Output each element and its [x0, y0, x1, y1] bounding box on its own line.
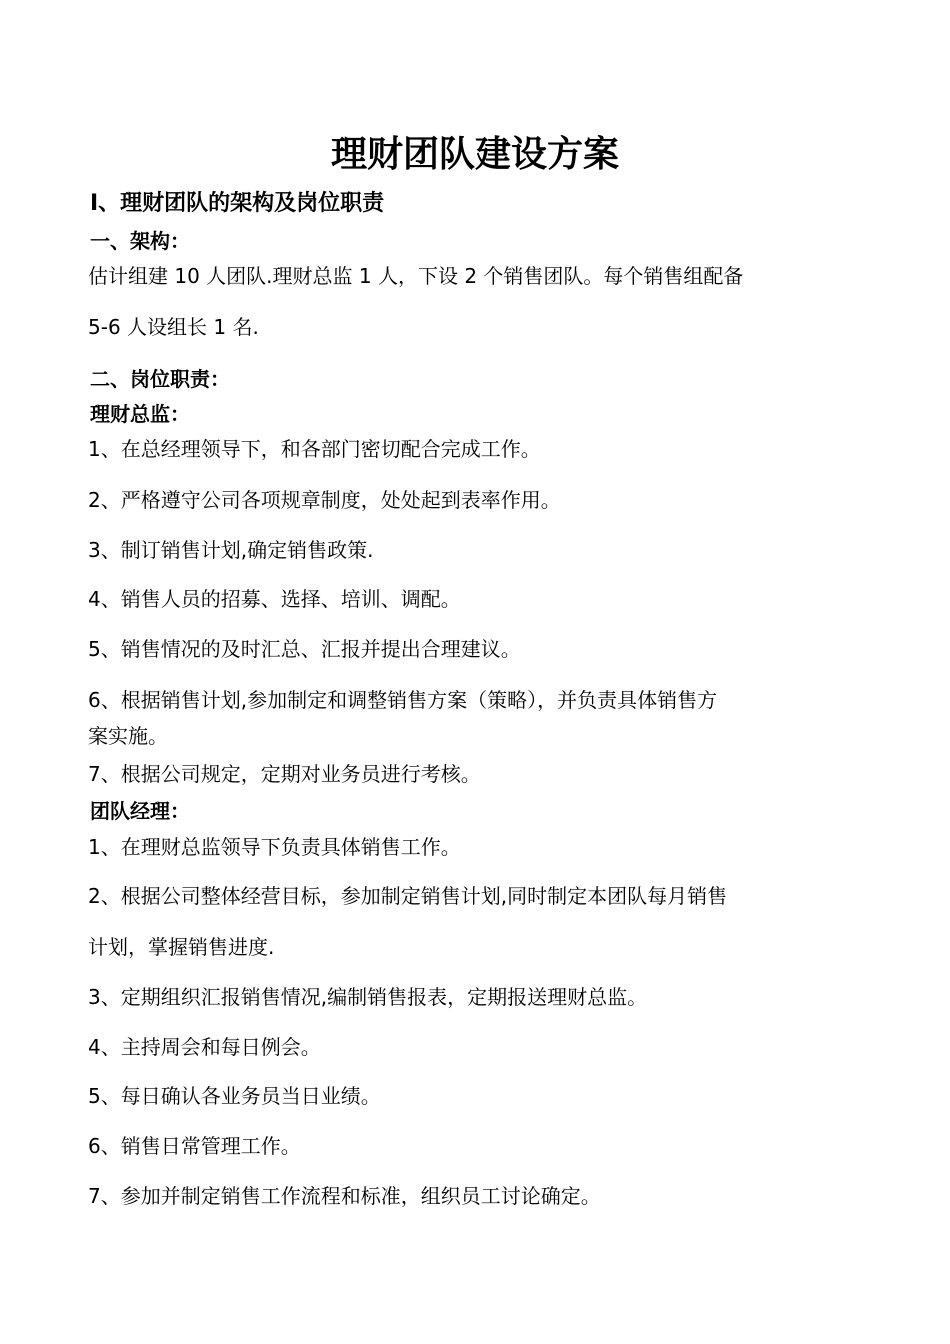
list-item: 5、销售情况的及时汇总、汇报并提出合理建议。 — [88, 637, 521, 661]
section-heading: Ⅰ、理财团队的架构及岗位职责 — [90, 191, 385, 216]
list-item: 2、根据公司整体经营目标，参加制定销售计划,同时制定本团队每月销售 — [88, 884, 728, 908]
list-item: 7、参加并制定销售工作流程和标准，组织员工讨论确定。 — [88, 1184, 601, 1208]
structure-heading: 一、架构： — [90, 229, 190, 253]
list-item: 6、根据销售计划,参加制定和调整销售方案（策略），并负责具体销售方 — [88, 688, 718, 712]
list-item: 7、根据公司规定，定期对业务员进行考核。 — [88, 762, 481, 786]
document-title: 理财团队建设方案 — [330, 133, 619, 175]
structure-text-line: 5-6 人设组长 1 名. — [88, 315, 259, 339]
duties-heading: 二、岗位职责： — [90, 367, 230, 391]
list-item: 5、每日确认各业务员当日业绩。 — [88, 1084, 381, 1108]
director-heading: 理财总监： — [90, 402, 190, 426]
list-item: 2、严格遵守公司各项规章制度，处处起到表率作用。 — [88, 488, 561, 512]
list-item: 1、在理财总监领导下负责具体销售工作。 — [88, 835, 461, 859]
list-item: 3、定期组织汇报销售情况,编制销售报表，定期报送理财总监。 — [88, 985, 648, 1009]
list-item: 4、主持周会和每日例会。 — [88, 1035, 321, 1059]
list-item: 6、销售日常管理工作。 — [88, 1134, 301, 1158]
list-item: 1、在总经理领导下，和各部门密切配合完成工作。 — [88, 437, 541, 461]
list-item-continuation: 案实施。 — [88, 724, 168, 748]
list-item: 4、销售人员的招募、选择、培训、调配。 — [88, 587, 461, 611]
list-item-continuation: 计划，掌握销售进度. — [88, 935, 275, 959]
manager-heading: 团队经理： — [90, 799, 190, 823]
list-item: 3、制订销售计划,确定销售政策. — [88, 538, 374, 562]
structure-text-line: 估计组建 10 人团队.理财总监 1 人，下设 2 个销售团队。每个销售组配备 — [88, 264, 744, 288]
